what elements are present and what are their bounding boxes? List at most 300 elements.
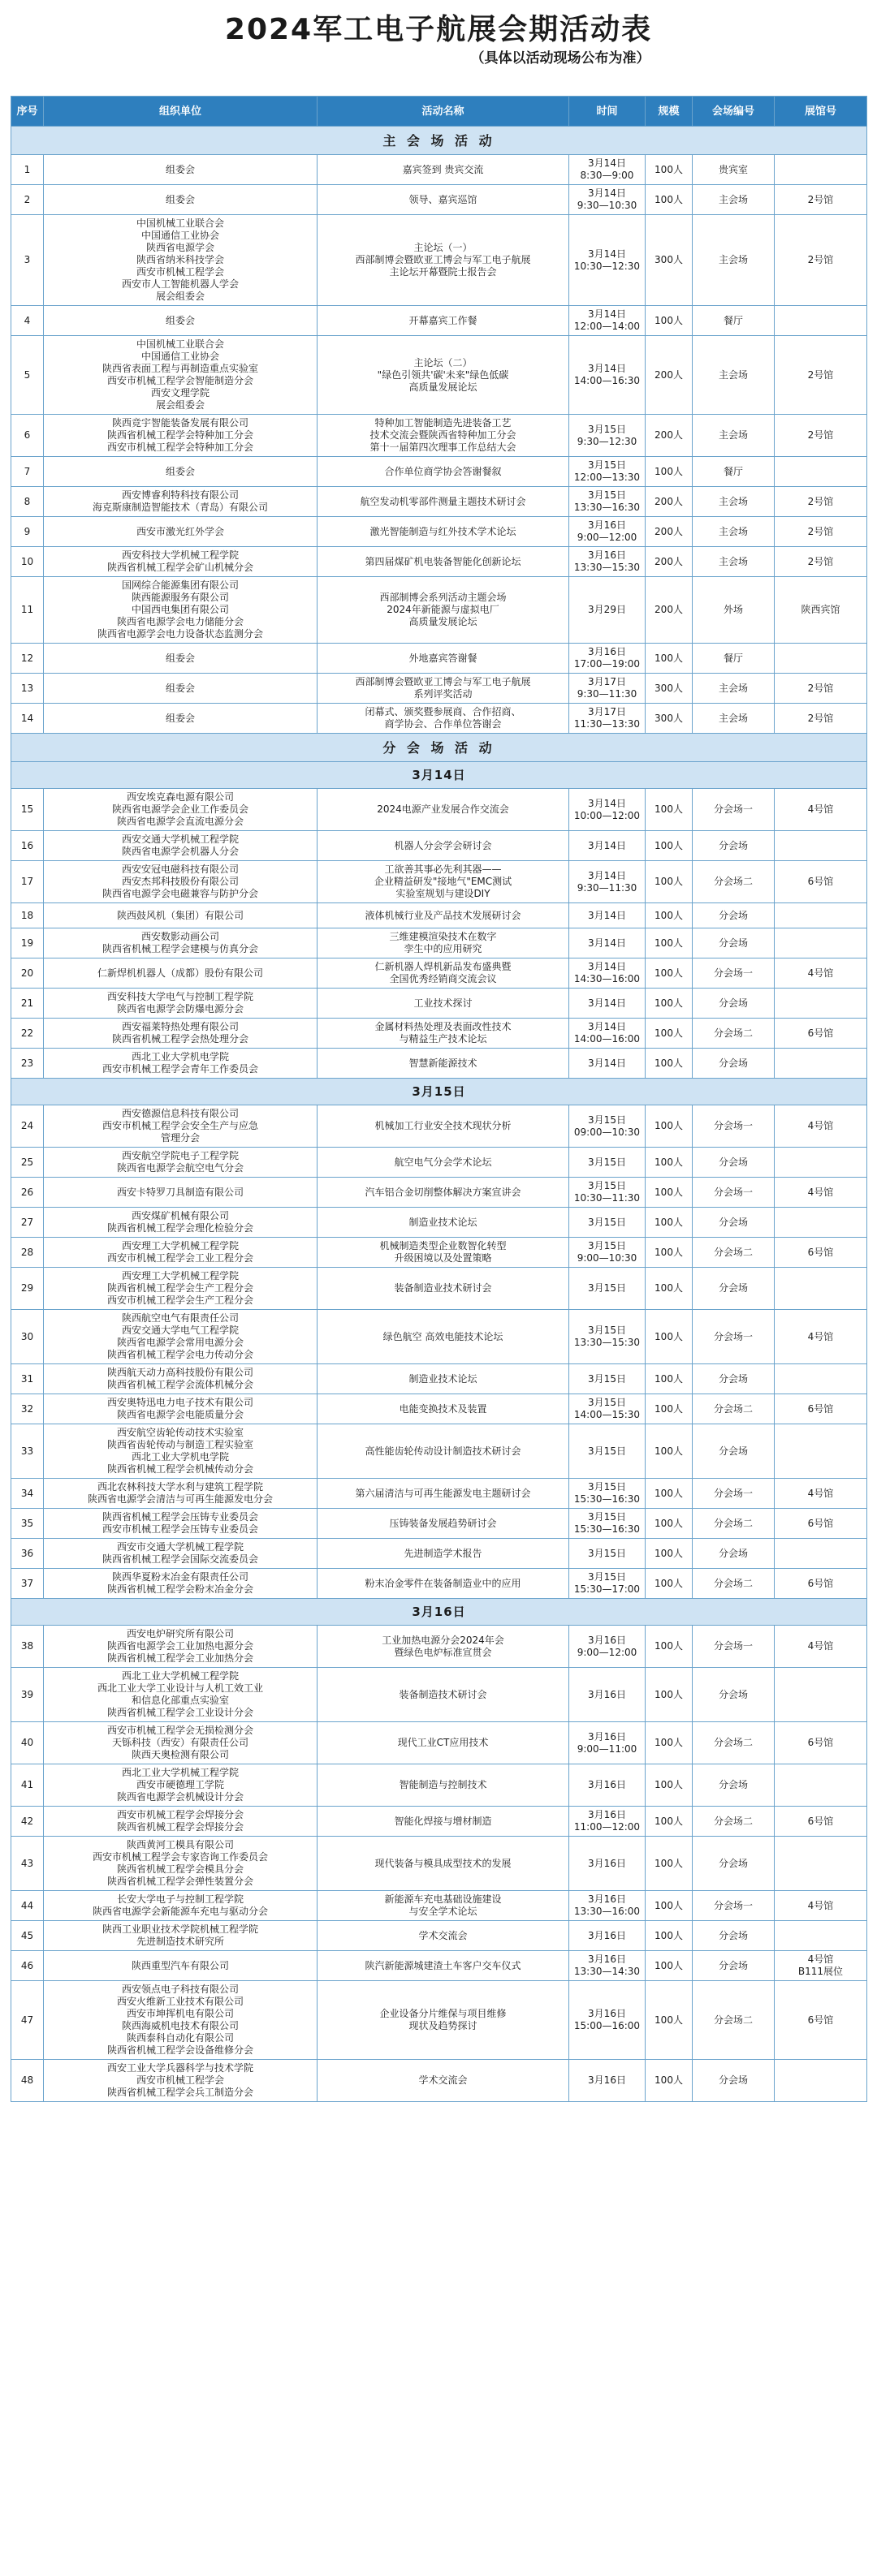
section-main-venue — [11, 127, 867, 155]
cell-hall: 2号馆 — [775, 185, 867, 215]
cell-time: 3月14日 — [569, 1049, 646, 1079]
table-row — [11, 415, 867, 457]
cell-scale: 200人 — [646, 577, 693, 644]
cell-no: 26 — [11, 1178, 44, 1208]
cell-time: 3月14日 10:00—12:00 — [569, 789, 646, 831]
cell-org: 组委会 — [44, 457, 318, 487]
cell-time: 3月15日 13:30—15:30 — [569, 1310, 646, 1364]
cell-org: 西安煤矿机械有限公司 陕西省机械工程学会理化检验分会 — [44, 1208, 318, 1238]
cell-venue: 分会场 — [693, 1764, 775, 1807]
cell-hall — [775, 1364, 867, 1394]
cell-activity: 陕汽新能源城建渣土车客户交车仪式 — [318, 1951, 569, 1981]
cell-hall: 4号馆 — [775, 789, 867, 831]
table-row — [11, 487, 867, 517]
table-row — [11, 928, 867, 958]
cell-time: 3月14日 — [569, 831, 646, 861]
cell-no: 43 — [11, 1837, 44, 1891]
schedule-table — [11, 96, 867, 2102]
cell-hall — [775, 1148, 867, 1178]
cell-org: 西安电炉研究所有限公司 陕西省电源学会工业加热电源分会 陕西省机械工程学会工业加热分会 — [44, 1626, 318, 1668]
cell-org: 西安理工大学机械工程学院 陕西省机械工程学会生产工程分会 西安市机械工程学会生产工程分会 — [44, 1268, 318, 1310]
cell-venue: 分会场 — [693, 2060, 775, 2102]
cell-scale: 100人 — [646, 1178, 693, 1208]
cell-scale: 100人 — [646, 958, 693, 989]
cell-no: 34 — [11, 1479, 44, 1509]
cell-org: 西北工业大学机械工程学院 西安市硬德理工学院 陕西省电源学会机械设计分会 — [44, 1764, 318, 1807]
date-header-label: 3月16日 — [11, 1599, 867, 1626]
cell-hall: 6号馆 — [775, 1981, 867, 2060]
cell-no: 42 — [11, 1807, 44, 1837]
cell-no: 48 — [11, 2060, 44, 2102]
cell-venue: 主会场 — [693, 215, 775, 306]
table-row — [11, 1394, 867, 1424]
cell-activity: 装备制造技术研讨会 — [318, 1668, 569, 1722]
cell-activity: 第六届清洁与可再生能源发电主题研讨会 — [318, 1479, 569, 1509]
cell-scale: 100人 — [646, 1921, 693, 1951]
cell-hall — [775, 1268, 867, 1310]
cell-venue: 分会场 — [693, 1049, 775, 1079]
column-header-venue: 会场编号 — [693, 97, 775, 127]
cell-no: 9 — [11, 517, 44, 547]
cell-no: 35 — [11, 1509, 44, 1539]
cell-activity: 智能制造与控制技术 — [318, 1764, 569, 1807]
cell-no: 8 — [11, 487, 44, 517]
table-row — [11, 1837, 867, 1891]
cell-activity: 航空发动机零部件测量主题技术研讨会 — [318, 487, 569, 517]
table-row — [11, 674, 867, 704]
cell-time: 3月15日 — [569, 1148, 646, 1178]
cell-time: 3月15日 13:30—16:30 — [569, 487, 646, 517]
column-header-time: 时间 — [569, 97, 646, 127]
cell-activity: 外地嘉宾答谢餐 — [318, 644, 569, 674]
table-row — [11, 517, 867, 547]
cell-scale: 100人 — [646, 1807, 693, 1837]
cell-time: 3月15日 — [569, 1539, 646, 1569]
cell-scale: 100人 — [646, 306, 693, 336]
cell-hall — [775, 831, 867, 861]
cell-activity: 制造业技术论坛 — [318, 1364, 569, 1394]
cell-venue: 分会场一 — [693, 1105, 775, 1148]
cell-venue: 主会场 — [693, 415, 775, 457]
cell-org: 西安福莱特热处理有限公司 陕西省机械工程学会热处理分会 — [44, 1019, 318, 1049]
cell-time: 3月16日 — [569, 1668, 646, 1722]
cell-venue: 分会场 — [693, 1539, 775, 1569]
page-title: 2024军工电子航展会期活动表 — [224, 13, 653, 46]
cell-venue: 主会场 — [693, 517, 775, 547]
table-row — [11, 1807, 867, 1837]
cell-venue: 餐厅 — [693, 306, 775, 336]
cell-scale: 100人 — [646, 1626, 693, 1668]
cell-scale: 100人 — [646, 831, 693, 861]
cell-org: 陕西鼓风机（集团）有限公司 — [44, 903, 318, 928]
cell-scale: 100人 — [646, 1951, 693, 1981]
cell-time: 3月15日 15:30—16:30 — [569, 1509, 646, 1539]
cell-activity: 工业技术探讨 — [318, 989, 569, 1019]
table-row — [11, 704, 867, 734]
table-row — [11, 1238, 867, 1268]
cell-no: 20 — [11, 958, 44, 989]
cell-hall: 4号馆 — [775, 1178, 867, 1208]
cell-no: 14 — [11, 704, 44, 734]
cell-hall — [775, 1049, 867, 1079]
table-row — [11, 215, 867, 306]
cell-activity: 制造业技术论坛 — [318, 1208, 569, 1238]
cell-venue: 分会场二 — [693, 1509, 775, 1539]
cell-time: 3月14日 14:00—16:00 — [569, 1019, 646, 1049]
cell-scale: 100人 — [646, 1539, 693, 1569]
cell-scale: 100人 — [646, 2060, 693, 2102]
cell-hall: 6号馆 — [775, 1238, 867, 1268]
column-header-org: 组织单位 — [44, 97, 318, 127]
cell-scale: 200人 — [646, 547, 693, 577]
cell-time: 3月16日 — [569, 1764, 646, 1807]
cell-org: 西安博睿利特科技有限公司 海克斯康制造智能技术（青岛）有限公司 — [44, 487, 318, 517]
cell-org: 陕西航空电气有限责任公司 西安交通大学电气工程学院 陕西省电源学会常用电源分会 陕西省机械工程学会电力传动分会 — [44, 1310, 318, 1364]
cell-org: 西安市激光红外学会 — [44, 517, 318, 547]
cell-venue: 分会场 — [693, 831, 775, 861]
table-row — [11, 861, 867, 903]
cell-hall — [775, 1921, 867, 1951]
cell-scale: 100人 — [646, 1394, 693, 1424]
cell-hall — [775, 928, 867, 958]
cell-time: 3月15日 — [569, 1268, 646, 1310]
cell-activity: 开幕嘉宾工作餐 — [318, 306, 569, 336]
cell-venue: 分会场一 — [693, 1178, 775, 1208]
cell-no: 12 — [11, 644, 44, 674]
cell-hall: 2号馆 — [775, 336, 867, 415]
table-row — [11, 989, 867, 1019]
cell-org: 中国机械工业联合会 中国通信工业协会 陕西省表面工程与再制造重点实验室 西安市机械工程学会智能制造分会 西安文理学院 展会组委会 — [44, 336, 318, 415]
cell-hall — [775, 1208, 867, 1238]
cell-venue: 主会场 — [693, 674, 775, 704]
cell-org: 长安大学电子与控制工程学院 陕西省电源学会新能源车充电与驱动分会 — [44, 1891, 318, 1921]
cell-org: 西安科技大学电气与控制工程学院 陕西省电源学会防爆电源分会 — [44, 989, 318, 1019]
cell-no: 1 — [11, 155, 44, 185]
cell-hall: 4号馆 B111展位 — [775, 1951, 867, 1981]
cell-venue: 分会场 — [693, 1951, 775, 1981]
cell-time: 3月16日 — [569, 1921, 646, 1951]
cell-activity: 2024电源产业发展合作交流会 — [318, 789, 569, 831]
date-header — [11, 1079, 867, 1105]
cell-org: 西安市机械工程学会焊接分会 陕西省机械工程学会焊接分会 — [44, 1807, 318, 1837]
date-header — [11, 1599, 867, 1626]
cell-venue: 主会场 — [693, 487, 775, 517]
cell-time: 3月14日 14:30—16:00 — [569, 958, 646, 989]
table-row — [11, 789, 867, 831]
cell-org: 西北工业大学机电学院 西安市机械工程学会青年工作委员会 — [44, 1049, 318, 1079]
cell-hall: 6号馆 — [775, 1722, 867, 1764]
cell-activity: 工业加热电源分会2024年会 暨绿色电炉标准宣贯会 — [318, 1626, 569, 1668]
cell-hall — [775, 457, 867, 487]
cell-scale: 100人 — [646, 789, 693, 831]
schedule-body — [11, 127, 867, 2102]
cell-scale: 100人 — [646, 928, 693, 958]
cell-time: 3月17日 9:30—11:30 — [569, 674, 646, 704]
cell-venue: 分会场二 — [693, 1722, 775, 1764]
cell-venue: 分会场二 — [693, 1019, 775, 1049]
table-row — [11, 958, 867, 989]
cell-time: 3月15日 9:00—10:30 — [569, 1238, 646, 1268]
cell-no: 25 — [11, 1148, 44, 1178]
cell-hall: 6号馆 — [775, 1394, 867, 1424]
table-row — [11, 1364, 867, 1394]
cell-org: 西安数影动画公司 陕西省机械工程学会建模与仿真分会 — [44, 928, 318, 958]
cell-activity: 学术交流会 — [318, 2060, 569, 2102]
cell-org: 陕西黄河工模具有限公司 西安市机械工程学会专家咨询工作委员会 陕西省机械工程学会模具分会 陕西省机械工程学会弹性装置分会 — [44, 1837, 318, 1891]
cell-org: 陕西重型汽车有限公司 — [44, 1951, 318, 1981]
cell-activity: 先进制造学术报告 — [318, 1539, 569, 1569]
cell-no: 45 — [11, 1921, 44, 1951]
cell-venue: 分会场二 — [693, 1569, 775, 1599]
cell-org: 西安工业大学兵器科学与技术学院 西安市机械工程学会 陕西省机械工程学会兵工制造分会 — [44, 2060, 318, 2102]
cell-no: 39 — [11, 1668, 44, 1722]
cell-hall: 4号馆 — [775, 1626, 867, 1668]
cell-hall: 4号馆 — [775, 1105, 867, 1148]
table-row — [11, 1764, 867, 1807]
cell-activity: 合作单位商学协会答谢餐叙 — [318, 457, 569, 487]
cell-org: 仁新焊机机器人（成都）股份有限公司 — [44, 958, 318, 989]
cell-time: 3月16日 11:00—12:00 — [569, 1807, 646, 1837]
table-row — [11, 1921, 867, 1951]
cell-scale: 100人 — [646, 1668, 693, 1722]
cell-time: 3月16日 17:00—19:00 — [569, 644, 646, 674]
cell-no: 3 — [11, 215, 44, 306]
cell-activity: 航空电气分会学术论坛 — [318, 1148, 569, 1178]
cell-venue: 分会场 — [693, 1268, 775, 1310]
cell-scale: 300人 — [646, 704, 693, 734]
cell-no: 5 — [11, 336, 44, 415]
cell-org: 组委会 — [44, 155, 318, 185]
cell-no: 7 — [11, 457, 44, 487]
table-row — [11, 644, 867, 674]
table-row — [11, 457, 867, 487]
cell-time: 3月16日 15:00—16:00 — [569, 1981, 646, 2060]
cell-no: 17 — [11, 861, 44, 903]
table-row — [11, 831, 867, 861]
cell-time: 3月14日 — [569, 989, 646, 1019]
cell-activity: 电能变换技术及装置 — [318, 1394, 569, 1424]
date-header — [11, 762, 867, 789]
cell-org: 陕西华夏粉末冶金有限责任公司 陕西省机械工程学会粉末冶金分会 — [44, 1569, 318, 1599]
cell-scale: 100人 — [646, 1049, 693, 1079]
table-row — [11, 1049, 867, 1079]
column-header-no: 序号 — [11, 97, 44, 127]
cell-venue: 分会场 — [693, 1148, 775, 1178]
cell-no: 47 — [11, 1981, 44, 2060]
cell-no: 40 — [11, 1722, 44, 1764]
cell-activity: 主论坛（一） 西部制博会暨欧亚工博会与军工电子航展 主论坛开幕暨院士报告会 — [318, 215, 569, 306]
cell-org: 西安埃克森电源有限公司 陕西省电源学会企业工作委员会 陕西省电源学会直流电源分会 — [44, 789, 318, 831]
cell-time: 3月16日 9:00—11:00 — [569, 1722, 646, 1764]
cell-activity: 汽车铝合金切削整体解决方案宣讲会 — [318, 1178, 569, 1208]
cell-venue: 分会场 — [693, 1424, 775, 1479]
cell-time: 3月14日 — [569, 903, 646, 928]
cell-scale: 100人 — [646, 1891, 693, 1921]
cell-scale: 100人 — [646, 1310, 693, 1364]
table-row — [11, 1208, 867, 1238]
cell-time: 3月14日 9:30—10:30 — [569, 185, 646, 215]
cell-venue: 餐厅 — [693, 644, 775, 674]
cell-scale: 100人 — [646, 1268, 693, 1310]
table-row — [11, 1268, 867, 1310]
cell-activity: 三维建模渲染技术在数字 孪生中的应用研究 — [318, 928, 569, 958]
cell-scale: 300人 — [646, 215, 693, 306]
cell-no: 23 — [11, 1049, 44, 1079]
table-row — [11, 155, 867, 185]
cell-scale: 100人 — [646, 1837, 693, 1891]
table-row — [11, 1509, 867, 1539]
cell-venue: 分会场 — [693, 1837, 775, 1891]
cell-venue: 分会场 — [693, 1668, 775, 1722]
section-main-venue-label: 主 会 场 活 动 — [11, 127, 867, 155]
cell-activity: 装备制造业技术研讨会 — [318, 1268, 569, 1310]
cell-activity: 闭幕式、颁奖暨参展商、合作招商、 商学协会、合作单位答谢会 — [318, 704, 569, 734]
cell-hall: 6号馆 — [775, 1807, 867, 1837]
cell-org: 西安交通大学机械工程学院 陕西省电源学会机器人分会 — [44, 831, 318, 861]
cell-venue: 分会场 — [693, 903, 775, 928]
cell-venue: 分会场一 — [693, 1891, 775, 1921]
cell-scale: 100人 — [646, 1238, 693, 1268]
cell-time: 3月15日 9:30—12:30 — [569, 415, 646, 457]
cell-time: 3月14日 8:30—9:00 — [569, 155, 646, 185]
cell-activity: 液体机械行业及产品技术发展研讨会 — [318, 903, 569, 928]
cell-scale: 100人 — [646, 1424, 693, 1479]
cell-hall: 4号馆 — [775, 1891, 867, 1921]
cell-org: 西安市交通大学机械工程学院 陕西省机械工程学会国际交流委员会 — [44, 1539, 318, 1569]
cell-hall — [775, 155, 867, 185]
cell-hall: 4号馆 — [775, 1310, 867, 1364]
cell-scale: 100人 — [646, 1509, 693, 1539]
cell-venue: 分会场 — [693, 1208, 775, 1238]
cell-time: 3月14日 12:00—14:00 — [569, 306, 646, 336]
table-row — [11, 306, 867, 336]
cell-hall — [775, 903, 867, 928]
cell-venue: 分会场二 — [693, 1238, 775, 1268]
cell-org: 西安领点电子科技有限公司 西安火维新工业技术有限公司 西安市坤挥机电有限公司 陕西海威机电技术有限公司 陕西泰科自动化有限公司 陕西省机械工程学会设备维修分会 — [44, 1981, 318, 2060]
cell-org: 西安卡特罗刀具制造有限公司 — [44, 1178, 318, 1208]
cell-no: 44 — [11, 1891, 44, 1921]
cell-no: 46 — [11, 1951, 44, 1981]
cell-activity: 西部制博会暨欧亚工博会与军工电子航展 系列评奖活动 — [318, 674, 569, 704]
cell-hall: 2号馆 — [775, 674, 867, 704]
cell-activity: 仁新机器人焊机新品发布盛典暨 全国优秀经销商交流会议 — [318, 958, 569, 989]
cell-org: 西安理工大学机械工程学院 西安市机械工程学会工业工程分会 — [44, 1238, 318, 1268]
cell-no: 2 — [11, 185, 44, 215]
column-header-name: 活动名称 — [318, 97, 569, 127]
cell-scale: 100人 — [646, 1148, 693, 1178]
cell-activity: 激光智能制造与红外技术学术论坛 — [318, 517, 569, 547]
table-row — [11, 1981, 867, 2060]
cell-venue: 餐厅 — [693, 457, 775, 487]
section-sub-venue — [11, 734, 867, 762]
cell-org: 陕西竞宇智能装备发展有限公司 陕西省机械工程学会特种加工分会 西安市机械工程学会特种加工分会 — [44, 415, 318, 457]
cell-venue: 外场 — [693, 577, 775, 644]
date-header-label: 3月14日 — [11, 762, 867, 789]
cell-hall: 4号馆 — [775, 958, 867, 989]
cell-scale: 100人 — [646, 989, 693, 1019]
cell-no: 24 — [11, 1105, 44, 1148]
cell-scale: 100人 — [646, 1479, 693, 1509]
cell-org: 组委会 — [44, 185, 318, 215]
cell-no: 21 — [11, 989, 44, 1019]
cell-activity: 主论坛（二） "绿色引领共'碳'未来"绿色低碳 高质量发展论坛 — [318, 336, 569, 415]
cell-hall — [775, 989, 867, 1019]
cell-org: 西安科技大学机械工程学院 陕西省机械工程学会矿山机械分会 — [44, 547, 318, 577]
cell-hall — [775, 1539, 867, 1569]
cell-no: 37 — [11, 1569, 44, 1599]
cell-venue: 分会场 — [693, 928, 775, 958]
cell-org: 西安奥特迅电力电子技术有限公司 陕西省电源学会电能质量分会 — [44, 1394, 318, 1424]
cell-time: 3月15日 — [569, 1208, 646, 1238]
cell-venue: 分会场一 — [693, 789, 775, 831]
cell-no: 16 — [11, 831, 44, 861]
table-header-row — [11, 97, 867, 127]
cell-hall — [775, 1668, 867, 1722]
cell-activity: 智慧新能源技术 — [318, 1049, 569, 1079]
cell-activity: 智能化焊接与增材制造 — [318, 1807, 569, 1837]
cell-venue: 主会场 — [693, 704, 775, 734]
cell-org: 陕西省机械工程学会压铸专业委员会 西安市机械工程学会压铸专业委员会 — [44, 1509, 318, 1539]
cell-scale: 100人 — [646, 185, 693, 215]
cell-time: 3月15日 09:00—10:30 — [569, 1105, 646, 1148]
cell-hall: 2号馆 — [775, 547, 867, 577]
cell-no: 33 — [11, 1424, 44, 1479]
cell-scale: 100人 — [646, 1764, 693, 1807]
cell-time: 3月16日 13:30—16:00 — [569, 1891, 646, 1921]
table-row — [11, 1722, 867, 1764]
section-sub-venue-label: 分 会 场 活 动 — [11, 734, 867, 762]
cell-no: 36 — [11, 1539, 44, 1569]
table-row — [11, 1569, 867, 1599]
cell-venue: 分会场二 — [693, 1807, 775, 1837]
cell-time: 3月29日 — [569, 577, 646, 644]
cell-hall: 6号馆 — [775, 1019, 867, 1049]
cell-time: 3月15日 15:30—16:30 — [569, 1479, 646, 1509]
cell-time: 3月16日 9:00—12:00 — [569, 517, 646, 547]
cell-time: 3月15日 10:30—11:30 — [569, 1178, 646, 1208]
cell-activity: 工欲善其事必先利其器—— 企业精益研发"接地气"EMC测试 实验室规划与建设DIY — [318, 861, 569, 903]
cell-activity: 企业设备分片维保与项目维修 现状及趋势探讨 — [318, 1981, 569, 2060]
cell-org: 组委会 — [44, 704, 318, 734]
cell-scale: 100人 — [646, 861, 693, 903]
date-header-label: 3月15日 — [11, 1079, 867, 1105]
cell-scale: 200人 — [646, 517, 693, 547]
page-subtitle: （具体以活动现场公布为准） — [470, 50, 650, 67]
cell-scale: 100人 — [646, 1722, 693, 1764]
cell-venue: 分会场二 — [693, 1394, 775, 1424]
cell-hall — [775, 1837, 867, 1891]
cell-time: 3月15日 — [569, 1364, 646, 1394]
cell-scale: 100人 — [646, 644, 693, 674]
cell-activity: 机器人分会学会研讨会 — [318, 831, 569, 861]
cell-no: 4 — [11, 306, 44, 336]
cell-hall — [775, 644, 867, 674]
cell-venue: 分会场一 — [693, 958, 775, 989]
cell-no: 11 — [11, 577, 44, 644]
cell-activity: 领导、嘉宾巡馆 — [318, 185, 569, 215]
cell-hall: 陕西宾馆 — [775, 577, 867, 644]
cell-no: 32 — [11, 1394, 44, 1424]
cell-venue: 分会场二 — [693, 1981, 775, 2060]
cell-activity: 压铸装备发展趋势研讨会 — [318, 1509, 569, 1539]
cell-time: 3月16日 13:30—15:30 — [569, 547, 646, 577]
cell-venue: 分会场 — [693, 1364, 775, 1394]
cell-org: 西安航空齿轮传动技术实验室 陕西省齿轮传动与制造工程实验室 西北工业大学机电学院 陕西省机械工程学会机械传动分会 — [44, 1424, 318, 1479]
cell-activity: 第四届煤矿机电装备智能化创新论坛 — [318, 547, 569, 577]
cell-venue: 主会场 — [693, 336, 775, 415]
table-row — [11, 577, 867, 644]
cell-activity: 绿色航空 高效电能技术论坛 — [318, 1310, 569, 1364]
